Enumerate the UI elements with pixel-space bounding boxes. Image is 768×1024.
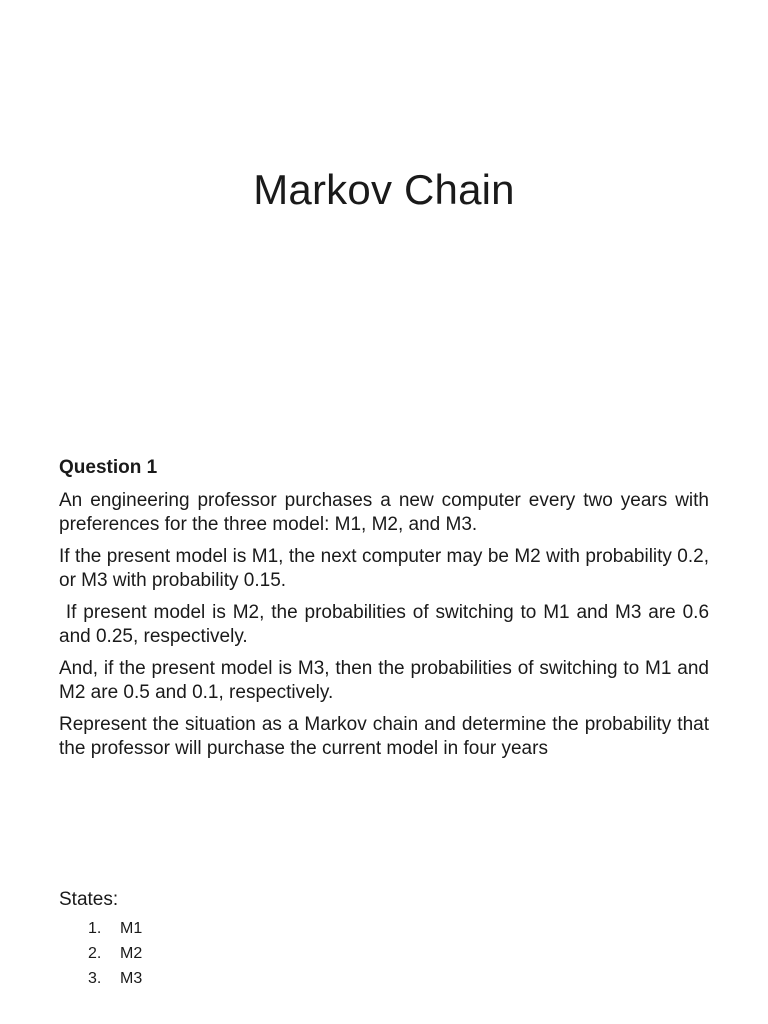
state-number: 1. [88,920,102,937]
question-block [59,456,715,769]
question-heading: Question 1 [59,457,158,478]
question-paragraph-1: An engineering professor purchases a new computer every two years with preferences for the three model: M1, M2, and M3. [59,490,709,535]
state-label: M2 [120,945,143,962]
question-paragraph-2: If the present model is M1, the next computer may be M2 with probability 0.2, or M3 with probability 0.15. [59,546,709,591]
question-paragraph-4: And, if the present model is M3, then the probabilities of switching to M1 and M2 are 0.5 and 0.1, respectively. [59,658,709,703]
state-number: 2. [88,945,102,962]
states-list [59,916,459,991]
states-label: States: [59,889,119,910]
question-paragraph-5: Represent the situation as a Markov chain and determine the probability that the professor will purchase the current model in four years [59,714,709,759]
state-item [88,916,459,941]
state-label: M3 [120,970,143,987]
slide-title: Markov Chain [253,166,515,213]
state-item [88,966,459,991]
states-block [59,888,459,991]
question-paragraph-3: If present model is M2, the probabilities of switching to M1 and M3 are 0.6 and 0.25, respectively. [59,602,715,647]
state-number: 3. [88,970,102,987]
state-item [88,941,459,966]
state-label: M1 [120,920,143,937]
